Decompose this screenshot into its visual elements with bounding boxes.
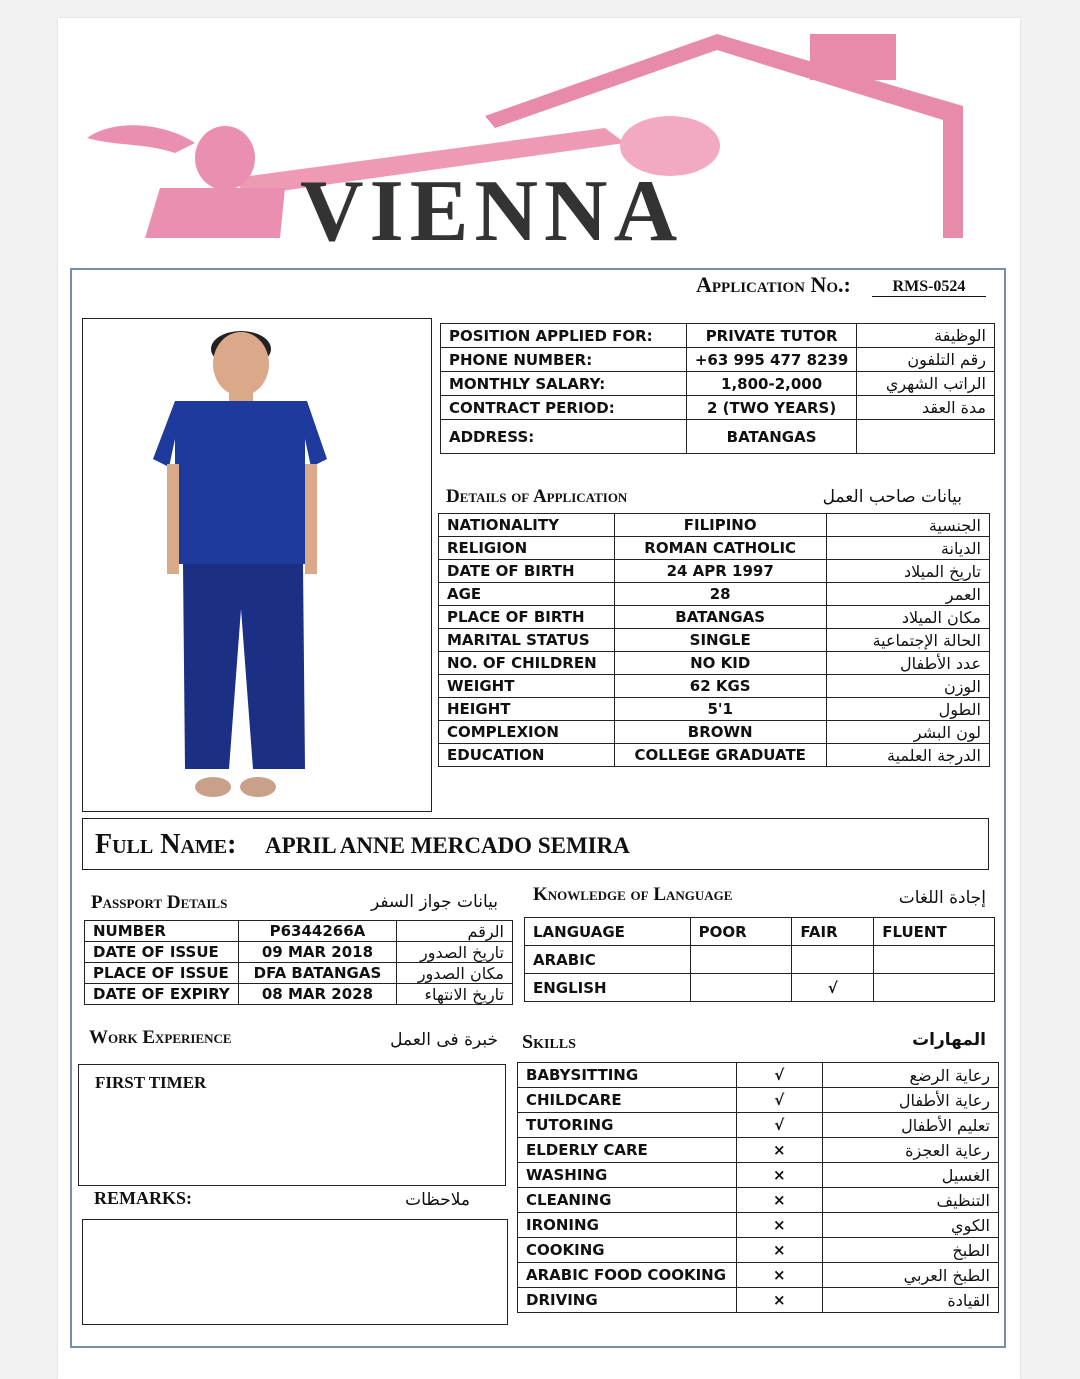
- skill-label: TUTORING: [518, 1113, 737, 1138]
- details-value: 5'1: [614, 698, 826, 721]
- details-label: DATE OF BIRTH: [439, 560, 615, 583]
- work-title: Work Experience: [89, 1027, 232, 1048]
- details-table: [438, 513, 990, 767]
- language-name: ENGLISH: [525, 974, 691, 1002]
- language-table: [524, 917, 995, 1002]
- position-arabic: [857, 420, 995, 454]
- position-value: PRIVATE TUTOR: [686, 324, 856, 348]
- skill-arabic: الغسيل: [822, 1163, 998, 1188]
- details-row: [439, 744, 990, 767]
- passport-arabic: تاريخ الانتهاء: [397, 984, 513, 1005]
- details-label: WEIGHT: [439, 675, 615, 698]
- passport-label: DATE OF EXPIRY: [85, 984, 239, 1005]
- skill-arabic: رعاية الرضع: [822, 1063, 998, 1088]
- skill-arabic: الكوي: [822, 1213, 998, 1238]
- skills-row: [518, 1163, 999, 1188]
- full-name-box: [82, 818, 989, 870]
- full-name-value: APRIL ANNE MERCADO SEMIRA: [265, 833, 630, 858]
- application-number: RMS-0524: [872, 278, 986, 297]
- skill-mark: ×: [736, 1213, 822, 1238]
- skill-label: CHILDCARE: [518, 1088, 737, 1113]
- details-arabic: لون البشر: [826, 721, 989, 744]
- language-name: ARABIC: [525, 946, 691, 974]
- passport-label: PLACE OF ISSUE: [85, 963, 239, 984]
- passport-value: 08 MAR 2028: [238, 984, 396, 1005]
- position-row: [441, 348, 995, 372]
- skills-row: [518, 1238, 999, 1263]
- skill-arabic: الطبخ العربي: [822, 1263, 998, 1288]
- position-label: CONTRACT PERIOD:: [441, 396, 687, 420]
- language-title-arabic: إجادة اللغات: [898, 888, 986, 908]
- passport-value: DFA BATANGAS: [238, 963, 396, 984]
- details-title: Details of Application: [446, 486, 628, 507]
- passport-value: P6344266A: [238, 921, 396, 942]
- skills-row: [518, 1188, 999, 1213]
- details-row: [439, 698, 990, 721]
- passport-row: [85, 942, 513, 963]
- details-row: [439, 652, 990, 675]
- details-label: AGE: [439, 583, 615, 606]
- position-row: [441, 324, 995, 348]
- position-label: POSITION APPLIED FOR:: [441, 324, 687, 348]
- language-poor: [690, 974, 792, 1002]
- language-poor: [690, 946, 792, 974]
- remarks-title-arabic: ملاحظات: [405, 1190, 470, 1210]
- language-row: [525, 974, 995, 1002]
- position-value: 2 (TWO YEARS): [686, 396, 856, 420]
- details-arabic: عدد الأطفال: [826, 652, 989, 675]
- position-arabic: مدة العقد: [857, 396, 995, 420]
- photo-frame: [82, 318, 432, 812]
- details-label: MARITAL STATUS: [439, 629, 615, 652]
- details-row: [439, 560, 990, 583]
- language-header-cell: POOR: [690, 918, 792, 946]
- skill-label: IRONING: [518, 1213, 737, 1238]
- details-value: 24 APR 1997: [614, 560, 826, 583]
- details-row: [439, 606, 990, 629]
- skill-mark: ×: [736, 1238, 822, 1263]
- passport-title-arabic: بيانات جواز السفر: [370, 892, 498, 912]
- skill-mark: ×: [736, 1263, 822, 1288]
- skill-label: ELDERLY CARE: [518, 1138, 737, 1163]
- position-row: [441, 420, 995, 454]
- details-arabic: الجنسية: [826, 514, 989, 537]
- details-label: RELIGION: [439, 537, 615, 560]
- details-value: SINGLE: [614, 629, 826, 652]
- details-value: BROWN: [614, 721, 826, 744]
- full-name-label: Full Name:: [95, 829, 237, 860]
- details-arabic: الديانة: [826, 537, 989, 560]
- position-label: ADDRESS:: [441, 420, 687, 454]
- skills-row: [518, 1063, 999, 1088]
- language-fluent: [874, 974, 995, 1002]
- skill-label: COOKING: [518, 1238, 737, 1263]
- position-value: BATANGAS: [686, 420, 856, 454]
- work-experience-text: FIRST TIMER: [95, 1073, 207, 1092]
- details-title-arabic: بيانات صاحب العمل: [822, 487, 962, 507]
- language-fair: √: [792, 974, 874, 1002]
- skill-mark: ×: [736, 1138, 822, 1163]
- logo-text: VIENNA: [300, 163, 684, 253]
- details-value: FILIPINO: [614, 514, 826, 537]
- passport-row: [85, 963, 513, 984]
- details-row: [439, 514, 990, 537]
- skills-row: [518, 1138, 999, 1163]
- work-experience-box: [78, 1064, 506, 1186]
- skills-table: [517, 1062, 999, 1313]
- passport-arabic: الرقم: [397, 921, 513, 942]
- skill-mark: ×: [736, 1188, 822, 1213]
- position-table: [440, 323, 995, 454]
- skill-arabic: تعليم الأطفال: [822, 1113, 998, 1138]
- position-label: PHONE NUMBER:: [441, 348, 687, 372]
- skill-label: BABYSITTING: [518, 1063, 737, 1088]
- details-value: NO KID: [614, 652, 826, 675]
- position-value: 1,800-2,000: [686, 372, 856, 396]
- details-row: [439, 537, 990, 560]
- language-fluent: [874, 946, 995, 974]
- details-label: NO. OF CHILDREN: [439, 652, 615, 675]
- applicant-photo: [83, 319, 429, 809]
- language-header-cell: FLUENT: [874, 918, 995, 946]
- skill-mark: √: [736, 1063, 822, 1088]
- position-value: +63 995 477 8239: [686, 348, 856, 372]
- passport-arabic: تاريخ الصدور: [397, 942, 513, 963]
- language-header-cell: LANGUAGE: [525, 918, 691, 946]
- details-arabic: الوزن: [826, 675, 989, 698]
- passport-value: 09 MAR 2018: [238, 942, 396, 963]
- details-value: BATANGAS: [614, 606, 826, 629]
- details-value: COLLEGE GRADUATE: [614, 744, 826, 767]
- language-row: [525, 946, 995, 974]
- details-arabic: مكان الميلاد: [826, 606, 989, 629]
- skills-title: Skills: [522, 1031, 576, 1053]
- skill-label: ARABIC FOOD COOKING: [518, 1263, 737, 1288]
- chimney-shape: [810, 34, 896, 80]
- position-row: [441, 396, 995, 420]
- details-row: [439, 629, 990, 652]
- passport-table: [84, 920, 513, 1005]
- position-arabic: رقم التلفون: [857, 348, 995, 372]
- position-row: [441, 372, 995, 396]
- skill-arabic: الطبخ: [822, 1238, 998, 1263]
- passport-title: Passport Details: [91, 892, 228, 913]
- skill-label: DRIVING: [518, 1288, 737, 1313]
- skill-mark: √: [736, 1113, 822, 1138]
- language-fair: [792, 946, 874, 974]
- skills-title-arabic: المهارات: [912, 1030, 986, 1050]
- skills-row: [518, 1113, 999, 1138]
- skill-label: CLEANING: [518, 1188, 737, 1213]
- skill-arabic: رعاية الأطفال: [822, 1088, 998, 1113]
- details-label: NATIONALITY: [439, 514, 615, 537]
- skills-row: [518, 1088, 999, 1113]
- passport-arabic: مكان الصدور: [397, 963, 513, 984]
- skills-row: [518, 1288, 999, 1313]
- skill-arabic: القيادة: [822, 1288, 998, 1313]
- details-row: [439, 675, 990, 698]
- language-header-cell: FAIR: [792, 918, 874, 946]
- details-value: 28: [614, 583, 826, 606]
- work-title-arabic: خبرة فى العمل: [390, 1030, 498, 1050]
- position-label: MONTHLY SALARY:: [441, 372, 687, 396]
- passport-label: DATE OF ISSUE: [85, 942, 239, 963]
- application-label: Application No.:: [696, 272, 851, 297]
- language-header-row: [525, 918, 995, 946]
- details-label: PLACE OF BIRTH: [439, 606, 615, 629]
- skill-mark: ×: [736, 1288, 822, 1313]
- details-value: 62 KGS: [614, 675, 826, 698]
- details-label: HEIGHT: [439, 698, 615, 721]
- skill-mark: ×: [736, 1163, 822, 1188]
- details-arabic: تاريخ الميلاد: [826, 560, 989, 583]
- skills-row: [518, 1263, 999, 1288]
- language-title: Knowledge of Language: [533, 884, 733, 905]
- remarks-title: REMARKS:: [94, 1188, 192, 1208]
- details-arabic: الطول: [826, 698, 989, 721]
- passport-row: [85, 921, 513, 942]
- skills-row: [518, 1213, 999, 1238]
- skill-arabic: التنظيف: [822, 1188, 998, 1213]
- details-arabic: الدرجة العلمية: [826, 744, 989, 767]
- remarks-box: [82, 1219, 508, 1325]
- vienna-logo: [85, 28, 965, 253]
- position-arabic: الراتب الشهري: [857, 372, 995, 396]
- details-arabic: الحالة الإجتماعية: [826, 629, 989, 652]
- passport-label: NUMBER: [85, 921, 239, 942]
- details-value: ROMAN CATHOLIC: [614, 537, 826, 560]
- details-row: [439, 583, 990, 606]
- skill-arabic: رعاية العجزة: [822, 1138, 998, 1163]
- details-label: EDUCATION: [439, 744, 615, 767]
- passport-row: [85, 984, 513, 1005]
- skill-label: WASHING: [518, 1163, 737, 1188]
- details-label: COMPLEXION: [439, 721, 615, 744]
- position-arabic: الوظيفة: [857, 324, 995, 348]
- skill-mark: √: [736, 1088, 822, 1113]
- details-arabic: العمر: [826, 583, 989, 606]
- details-row: [439, 721, 990, 744]
